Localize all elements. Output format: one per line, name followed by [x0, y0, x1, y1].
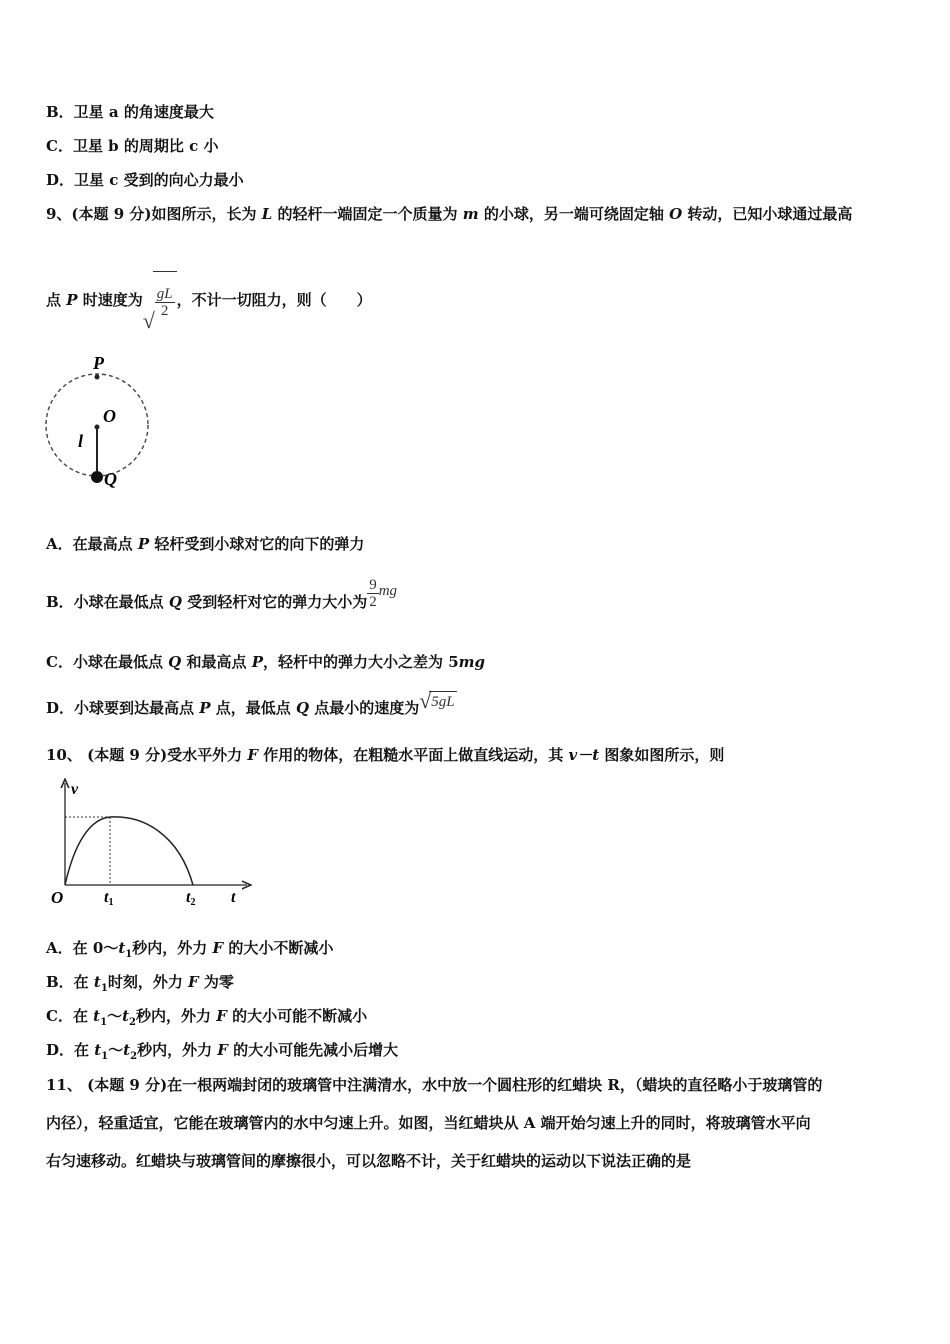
q8-option-b: B．卫星 a 的角速度最大	[46, 103, 214, 121]
point-p-marker	[95, 375, 100, 380]
velocity-curve	[65, 817, 193, 885]
q10-stem: 10、 (本题 9 分)受水平外力 F 作用的物体，在粗糙水平面上做直线运动，其 v－t 图象如图所示，则	[46, 746, 725, 764]
q9-rotating-rod-figure	[40, 350, 160, 495]
label-t1: t1	[104, 889, 114, 908]
label-t: t	[231, 889, 236, 906]
label-o: O	[103, 406, 116, 426]
q11-stem-line-3: 右匀速移动。红蜡块与玻璃管间的摩擦很小，可以忽略不计，关于红蜡块的运动以下说法正确的是	[46, 1152, 692, 1170]
q9-speed-sqrt: √ $\frac{gL}{2}$	[143, 271, 177, 332]
label-q: Q	[104, 469, 117, 489]
q8-option-d: D．卫星 c 受到的向心力最小	[46, 171, 244, 189]
q10-option-d: D．在 $t_1\sim t_2$秒内，外力 F 的大小可能先减小后增大	[46, 1041, 399, 1062]
ball-marker	[91, 471, 103, 483]
q9-option-b: B．小球在最低点 Q 受到轻杆对它的弹力大小为 $\frac{9}{2}$ mg	[46, 576, 398, 611]
q11-stem-line-2: 内径），轻重适宜，它能在玻璃管内的水中匀速上升。如图，当红蜡块从 A 端开始匀速上升的同时，将玻璃管水平向	[46, 1114, 811, 1132]
label-l: l	[78, 431, 84, 451]
q9-option-c: C．小球在最低点 Q 和最高点 P，轻杆中的弹力大小之差为 5mg	[46, 653, 486, 671]
label-p: P	[93, 353, 104, 373]
q10-option-a: A．在 $0\sim t_1$秒内，外力 F 的大小不断减小	[46, 939, 334, 960]
q8-option-c: C．卫星 b 的周期比 c 小	[46, 137, 219, 155]
label-t2: t2	[186, 889, 196, 908]
q9-stem-line-1: 9、(本题 9 分)如图所示，长为 L 的轻杆一端固定一个质量为 m 的小球，另一端可绕固定轴 O 转动，已知小球通过最高	[46, 205, 853, 223]
q9-option-a: A．在最高点 P 轻杆受到小球对它的向下的弹力	[46, 535, 365, 553]
q9-stem-line-2: 点 P 时速度为 √ $\frac{gL}{2}$ ，不计一切阻力，则（ ）	[46, 270, 372, 332]
label-v: v	[71, 781, 79, 798]
q9-option-d: D．小球要到达最高点 P 点，最低点 Q 点最小的速度为 √ 5gL	[46, 687, 455, 717]
q10-vt-graph	[44, 775, 254, 913]
q10-option-c: C．在 $t_1\sim t_2$秒内，外力 F 的大小可能不断减小	[46, 1007, 368, 1028]
q11-stem-line-1: 11、 (本题 9 分)在一根两端封闭的玻璃管中注满清水，水中放一个圆柱形的红蜡块 R，（蜡块的直径略小于玻璃管的	[46, 1076, 823, 1094]
label-origin: O	[51, 888, 64, 907]
q9-option-d-sqrt: √ 5gL	[419, 687, 455, 713]
q10-option-b: B．在 $t_1$时刻，外力 F 为零	[46, 973, 234, 994]
